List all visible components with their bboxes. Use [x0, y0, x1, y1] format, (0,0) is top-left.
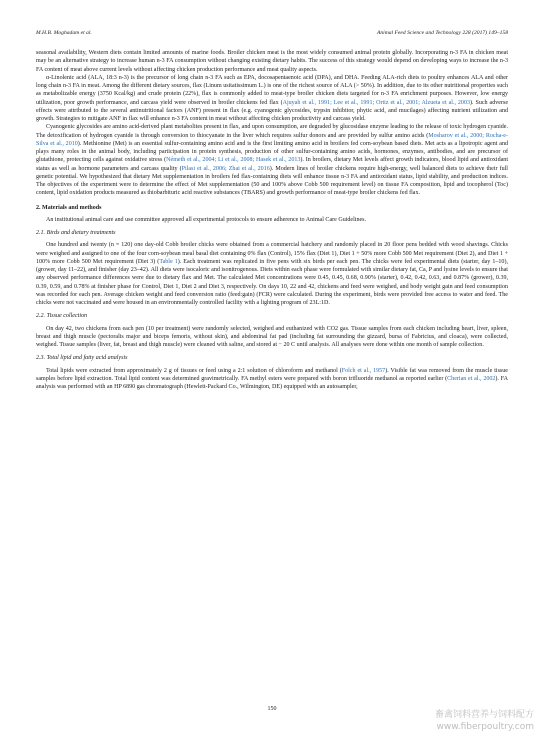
citation-link[interactable]: Pilasi et al., 2006; Zhai et al., 2016	[181, 165, 270, 172]
paragraph: An institutional animal care and use committee approved all experimental protocols to ensure adherence to Animal Care Guidelines.	[46, 216, 367, 223]
header-authors: M.H.B. Moghadam et al.	[36, 30, 92, 36]
paragraph: Cyanogenic glycosides are amino acid-derived plant metabolites present in flax, and upon consumption, are degraded by glucosidase enzyme leading to the release of toxic hydrogen cyanide. The detoxification of hydrogen cyanide is through conversion to thiocyanate in the liver which requires sulfur donors and are provided by sulfur amino acids (Mosharov et al., 2000; Rocha-e-Silva et al., 2010). Methionine (Met) is an essential sulfur-containing amino acid and is the first limiting amino acid in broilers fed corn-soybean based diets. Met acts as a lipotropic agent and plays many roles in the animal body, including participation in protein synthesis, production of other sulfur-containing amino acids, hormones, enzymes, antibodies, and are precursor of glutathione, protecting cells against oxidative stress (Németh et al., 2004; Li et al., 2008; Hasek et al., 2013). In broilers, dietary Met levels affect growth indicators, blood lipid and antioxidant status as well as hormone parameters and carcass quality (Pilasi et al., 2006; Zhai et al., 2016). Modern lines of broiler chickens require high-energy, well balanced diets to achieve their full genetic potential. We hypothesized that dietary Met supplementation in broilers fed flax-containing diets will enhance tissue n-3 FA and antioxidant status, lipid stability, and production indices. The objectives of the experiment were to determine the effect of Met supplementation (50 and 100% above Cobb 500 requirement level) on tissue FA composition, lipid and tocopherol (Toc) content, lipid oxidation products measured as thiobarbituric acid reactive substances (TBARS) and growth performance of meat-type broiler chickens fed flax.	[36, 124, 508, 197]
running-header	[36, 28, 508, 38]
watermark-line: 畜禽饲料营养与饲料配方	[434, 710, 534, 720]
citation-link[interactable]: Ajuyah et al., 1991; Lee et al., 1991; Ortiz et al., 2001; Alzueta et al., 2003	[282, 99, 471, 106]
citation-link[interactable]: Mosharov et al., 2000; Rocha-e-Silva et al., 2010	[36, 132, 508, 147]
subsection-heading: 2.1. Birds and dietary treatments	[36, 230, 116, 236]
citation-link[interactable]: Folch et al., 1957	[341, 367, 386, 374]
watermark-line: www.fiberpoultry.com	[436, 722, 534, 732]
paper-page	[36, 28, 508, 391]
header-journal: Animal Feed Science and Technology 228 (2017) 149–158	[376, 30, 508, 36]
paragraph: α-Linolenic acid (ALA, 18:3 n-3) is the precursor of long chain n-3 FA such as EPA, docosapentaenoic acid (DPA), and DHA. Feeding ALA-rich diets to poultry enhances ALA and other long chain n-3 FA in meat. Among the different dietary sources, flax (Linum usitatissimum L.) is one of the richest source of ALA (> 50%). In addition, due to its other nutritional properties such as metabolizable energy (3750 Kcal/kg) and crude protein (22%), flax is commonly added to meat-type broiler chicken diets targeted for n-3 FA enrichment purposes. However, low energy utilization, poor growth performance, and carcass yield were observed in broiler chickens fed flax (Ajuyah et al., 1991; Lee et al., 1991; Ortiz et al., 2001; Alzueta et al., 2003). Such adverse effects were attributed to the several antinutritional factors (ANF) present in flax (e.g. cyanogenic glycosides, trypsin inhibitor, phytic acid, and mucilages) affecting nutrient utilization and growth. Strategies to mitigate ANF in flax will enhance n-3 FA content in meat without affecting chicken productivity and carcass yield.	[36, 74, 509, 122]
subsection-heading: 2.3. Total lipid and fatty acid analysis	[36, 355, 128, 362]
paragraph: seasonal availability, Western diets contain limited amounts of marine foods. Broiler chicken meat is the most widely consumed animal protein globally. Incorporating n-3 FA in chicken meat may be an alternative strategy to increase human n-3 FA consumption without changing existing dietary habits. The success of this strategy would depend on developing ways to increase the n-3 FA content of meat above current levels without affecting chicken production performance and meat quality aspects.	[36, 50, 508, 73]
watermark	[414, 709, 534, 735]
paragraph: Total lipids were extracted from approximately 2 g of tissues or feed using a 2:1 solution of chloroform and methanol (Folch et al., 1957). Visible fat was removed from the muscle tissue samples before lipid extraction. Total lipid content was determined gravimetrically. FA methyl esters were prepared with boron trifluoride methanol as reported earlier (Cherian et al., 2002). FA analysis was performed with an HP 6890 gas chromatograph (Hewlett-Packard Co., Wilmington, DE) equipped with an autosampler,	[36, 367, 508, 390]
section-heading: 2. Materials and methods	[36, 204, 102, 211]
article-body	[36, 49, 508, 391]
table-link[interactable]: Table 1	[159, 258, 178, 265]
citation-link[interactable]: Németh et al., 2004; Li et al., 2008; Hasek et al., 2013	[166, 157, 301, 164]
subsection-heading: 2.2. Tissue collection	[36, 313, 88, 320]
paragraph: On day 42, two chickens from each pen (10 per treatment) were randomly selected, weighed and euthanized with CO2 gas. Tissue samples from each chicken including heart, liver, spleen, breast and thigh muscle (pectoralis major and biceps femoris, without skin), and abdominal fat pad (including fat surrounding the gizzard, bursa of Fabricius, and cloaca), were collected, weighed. Tissue samples (liver, fat, breast and thigh muscle) were cleaned with saline, and stored at − 20 C until analysis. All analyses were done within one month of sample collection.	[36, 325, 508, 348]
citation-link[interactable]: Cherian et al., 2002	[447, 375, 496, 382]
paragraph: One hundred and twenty (n = 120) one day-old Cobb broiler chicks were obtained from a commercial hatchery and randomly placed in 20 floor pens bedded with wood shavings. Chicks were weighed and assigned to one of the four corn-soybean meal basal diet containing 0% flax (Control), 15% flax (Diet 1), Diet 1 + 50% more Cobb 500 Met requirement (Diet 2), and Diet 1 + 100% more Cobb 500 Met requirement (Diet 3) (Table 1). Each treatment was replicated in five pens with six birds per each pen. The chicks were fed experimental diets (starter, day 1–10), (grower, day 11–22), and finisher (day 23–42). All diets were isocaloric and isonitrogenous. Diets within each phase were formulated with similar dietary fat, Ca, P and lysine levels to ensure that any observed performance differences were due to dietary flax and Met. The calculated Met concentrations were 0.45, 0.45, 0.68, 0.90% (starter), 0.42, 0.42, 0.63, and 0.87% (grower), 0.39, 0.39, 0.59, and 0.78% at finisher phase for Control, Diet 1, Diet 2 and Diet 3, respectively. On days 10, 22 and 42, chickens and feed were weighed, and body weight gain and feed consumption was recorded for each pen. Average chicken weight and feed conversion ratio (feed:gain) (FCR) were calculated. During the experiment, birds were provided free access to water and feed. The chicks were not vaccinated and were housed in an environmentally controlled facility with a lighting program of 23L:1D.	[36, 242, 508, 306]
page-number: 150	[267, 706, 277, 712]
